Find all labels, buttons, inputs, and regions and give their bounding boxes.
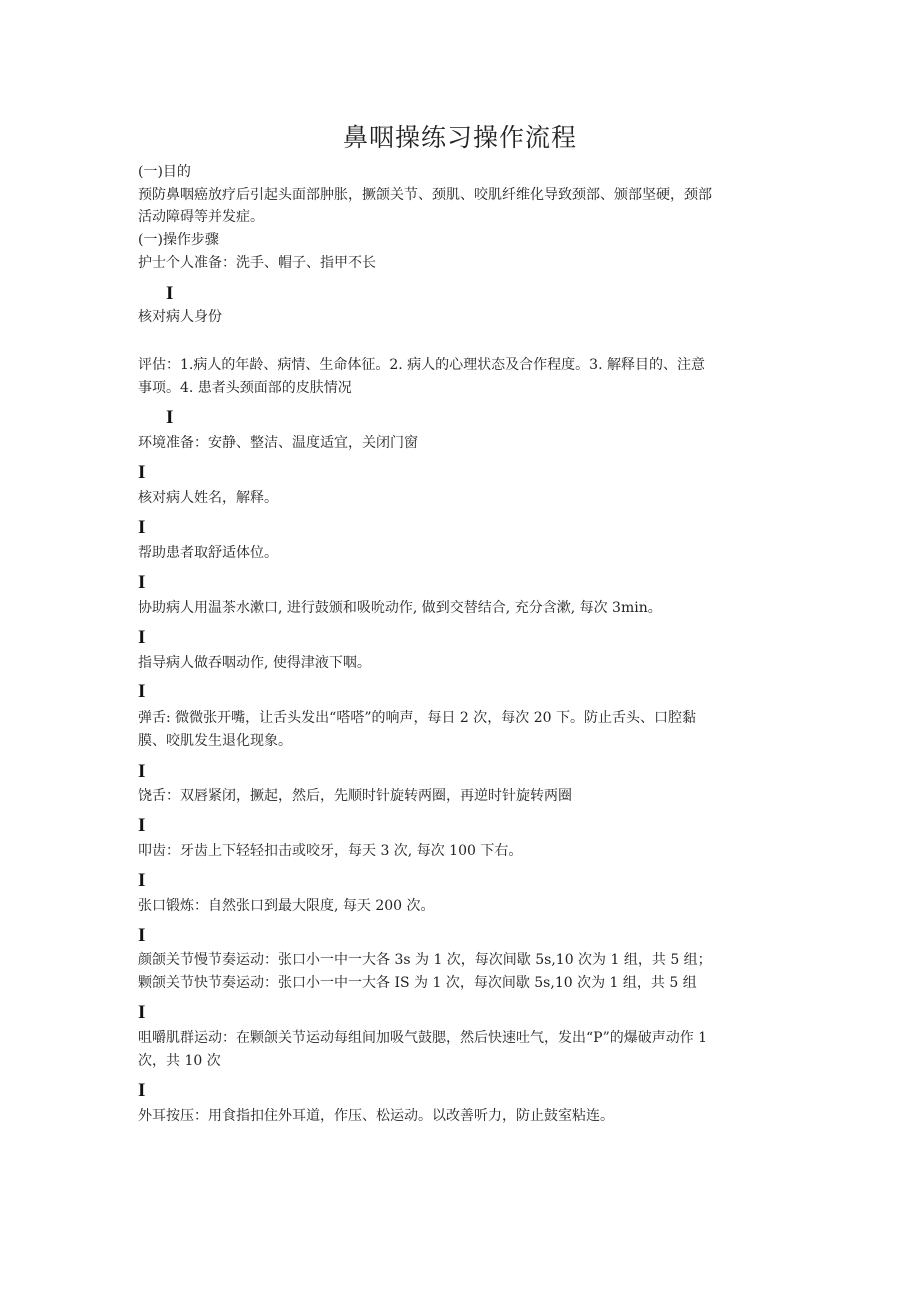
step-ear-pressing: 外耳按压：用食指扣住外耳道，作压、松运动。以改善听力，防止鼓室粘连。: [138, 1108, 614, 1124]
flow-arrow: I: [138, 925, 146, 946]
flow-arrow: I: [138, 1002, 146, 1023]
step-verify-identity: 核对病人身份: [138, 309, 222, 325]
flow-arrow: I: [138, 462, 146, 483]
step-mouth-rinse: 协助病人用温茶水漱口, 进行鼓颁和吸吮动作, 做到交替结合, 充分含漱, 每次 3min。: [138, 600, 662, 616]
step-verify-name: 核对病人姓名，解释。: [138, 490, 278, 506]
step-mouth-opening: 张口锻炼：自然张口到最大限度, 每天 200 次。: [138, 898, 435, 914]
step-environment: 环境准备：安静、整洁、温度适宜，关闭门窗: [138, 435, 418, 451]
flow-arrow: I: [138, 870, 146, 891]
flow-arrow: I: [138, 815, 146, 836]
flow-arrow: I: [138, 761, 146, 782]
step-jaw-fast-exercise: 颗颌关节快节奏运动：张口小一中一大各 IS 为 1 次，每次间歇 5s,10 次为 1 组，共 5 组: [138, 975, 697, 991]
page-title: 鼻咽操练习操作流程: [342, 123, 577, 152]
flow-arrow: I: [138, 627, 146, 648]
steps-heading: (一)操作步骤: [138, 232, 219, 248]
step-positioning: 帮助患者取舒适体位。: [138, 545, 278, 561]
purpose-text-line-1: 预防鼻咽癌放疗后引起头面部肿胀，撅颌关节、颈肌、咬肌纤维化导致颈部、颁部坚硬，颈部: [138, 187, 712, 203]
flow-arrow: I: [138, 1080, 146, 1101]
step-tongue-click-line-2: 膜、咬肌发生退化现象。: [138, 733, 292, 749]
step-assessment-line-1: 评估：1.病人的年龄、病情、生命体征。2. 病人的心理状态及合作程度。3. 解释目的、注意: [138, 357, 705, 373]
flow-arrow: I: [138, 681, 146, 702]
flow-arrow: I: [138, 572, 146, 593]
step-tongue-click-line-1: 弹舌: 微微张开嘴，让舌头发出“嗒嗒”的响声，每日 2 次，每次 20 下。防止舌头、口腔黏: [138, 710, 697, 726]
step-jaw-slow-exercise: 颜颌关节慢节奏运动：张口小一中一大各 3s 为 1 次，每次间歇 5s,10 次为 1 组，共 5 组；: [138, 952, 712, 968]
purpose-heading: (一)目的: [138, 164, 191, 180]
step-masticatory-line-1: 咀嚼肌群运动：在颗颌关节运动每组间加吸气鼓腮，然后快速吐气，发出“P”的爆破声动作 1: [138, 1030, 708, 1046]
step-masticatory-line-2: 次，共 10 次: [138, 1053, 221, 1069]
step-tongue-roll: 饶舌：双唇紧闭，撅起，然后，先顺时针旋转两圈，再逆时针旋转两圈: [138, 788, 572, 804]
step-nurse-preparation: 护士个人准备：洗手、帽子、指甲不长: [138, 255, 376, 271]
flow-arrow: I: [166, 283, 174, 304]
flow-arrow: I: [166, 407, 174, 428]
flow-arrow: I: [138, 517, 146, 538]
step-teeth-tapping: 叩齿：牙齿上下轻轻扣击或咬牙，每天 3 次, 每次 100 下右。: [138, 843, 523, 859]
purpose-text-line-2: 活动障碍等并发症。: [138, 209, 264, 225]
step-assessment-line-2: 事项。4. 患者头颈面部的皮肤情况: [138, 380, 352, 396]
step-swallowing: 指导病人做吞咽动作, 使得津液下咽。: [138, 655, 371, 671]
